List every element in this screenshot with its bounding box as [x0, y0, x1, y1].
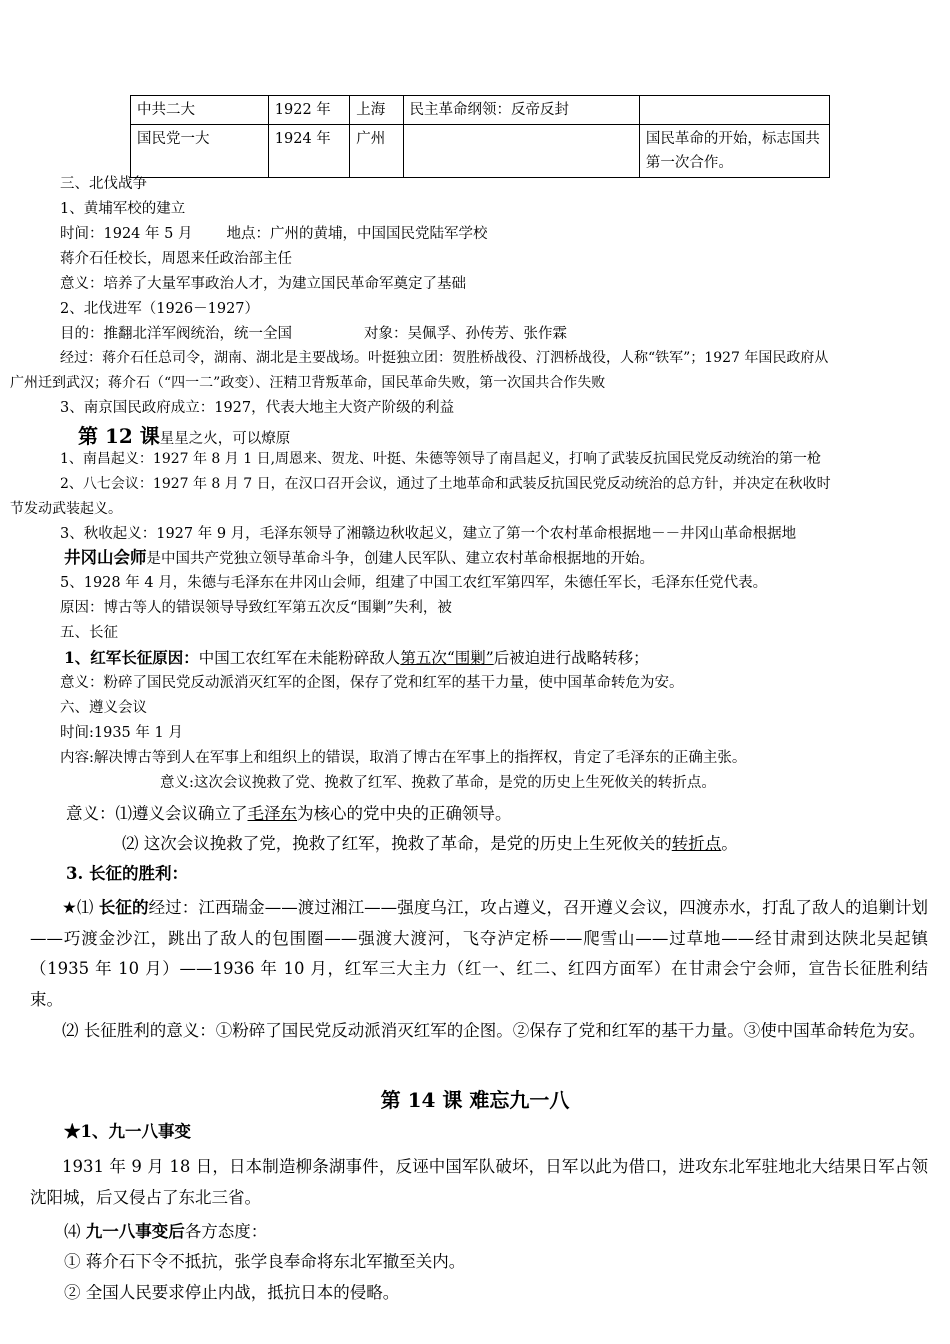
text: 中国工农红军在未能粉碎敌人 [198, 649, 401, 667]
paragraph: 3、南京国民政府成立：1927，代表大地主大资产阶级的利益 [60, 400, 455, 416]
paragraph: 原因：博古等人的错误领导导致红军第五次反“围剿”失利，被 [60, 600, 452, 616]
bold-term: 长征的 [98, 898, 149, 917]
table-cell [639, 96, 829, 125]
underlined-text: 毛泽东 [247, 804, 297, 823]
text: ⑵ 这次会议挽救了党，挽救了红军，挽救了革命，是党的历史上生死攸关的 [122, 834, 672, 853]
underlined-text: 转折点 [671, 834, 722, 853]
paragraph: 意义:这次会议挽救了党、挽救了红军、挽救了革命，是党的历史上生死攸关的转折点。 [160, 775, 716, 791]
paragraph: 意义：培养了大量军事政治人才，为建立国民革命军奠定了基础 [60, 276, 466, 292]
paragraph [64, 546, 654, 571]
paragraph: 1、南昌起义：1927 年 8 月 1 日,周恩来、贺龙、叶挺、朱德等领导了南昌起义，打响了武装反抗国民党反动统治的第一枪 [60, 451, 822, 467]
table-cell: 广州 [350, 125, 403, 178]
text: 经过：江西瑞金——渡过湘江——强度乌江，攻占遵义，召开遵义会议，四渡赤水，打乱了敌人的追剿计划——巧渡金沙江，跳出了敌人的包围圈——强渡大渡河，飞夺泸定桥——爬雪山——过草地——经甘肃到达陕北吴起镇（1935 年 10 月）——1936 年 10 月，红军三大主力（红一、红二、红四方面军）在甘肃会宁会师，宣告长征胜利结束。 [30, 898, 929, 1009]
section-heading: 六、遵义会议 [60, 700, 147, 716]
paragraph: 蒋介石任校长，周恩来任政治部主任 [60, 251, 292, 267]
table-cell [403, 125, 639, 178]
text: 目的：推翻北洋军阀统治，统一全国 [60, 326, 292, 342]
star-marker: ★⑴ [62, 898, 99, 917]
text: 时间：1924 年 5 月 [60, 226, 193, 242]
section-heading: ★1、九一八事变 [64, 1122, 191, 1141]
lesson-subtitle: 星星之火，可以燎原 [159, 431, 291, 447]
section-heading: 3. 长征的胜利： [66, 864, 188, 883]
text: 后被迫进行战略转移； [493, 649, 649, 667]
section-heading: 五、长征 [60, 625, 118, 641]
paragraph: 1931 年 9 月 18 日，日本制造柳条湖事件，反诬中国军队破坏，日军以此为借口，进攻东北军驻地北大结果日军占领沈阳城，后又侵占了东北三省。 [30, 1157, 928, 1207]
paragraph [122, 832, 738, 856]
paragraph: 时间:1935 年 1 月 [60, 725, 183, 741]
paragraph [64, 646, 649, 670]
bold-term: 九一八事变后 [85, 1222, 185, 1241]
section-heading: 三、北伐战争 [60, 176, 147, 192]
paragraph [60, 222, 487, 246]
paragraph [60, 322, 567, 346]
paragraph: ① 蒋介石下令不抵抗，张学良奉命将东北军撤至关内。 [64, 1252, 466, 1271]
paragraph [64, 1220, 267, 1244]
paragraph: 2、北伐进军（1926－1927） [60, 301, 260, 317]
meetings-table [130, 95, 830, 178]
table-cell: 1922 年 [268, 96, 349, 125]
bold-term: 井冈山会师 [64, 548, 147, 567]
paragraph: 广州迁到武汉；蒋介石（“四一二”政变）、汪精卫背叛革命，国民革命失败，第一次国共合作失败 [10, 375, 606, 391]
paragraph: 节发动武装起义。 [10, 501, 122, 517]
table-cell: 民主革命纲领：反帝反封 [403, 96, 639, 125]
text: 是中国共产党独立领导革命斗争，创建人民军队、建立农村革命根据地的开始。 [146, 551, 654, 567]
paragraph: ⑵ 长征胜利的意义：①粉碎了国民党反动派消灭红军的企图。②保存了党和红军的基干力量。③使中国革命转危为安。 [62, 1021, 926, 1040]
text: 对象：吴佩孚、孙传芳、张作霖 [364, 326, 567, 342]
text: 地点：广州的黄埔，中国国民党陆军学校 [226, 226, 488, 242]
paragraph: ② 全国人民要求停止内战，抵抗日本的侵略。 [64, 1283, 400, 1302]
underlined-text: 第五次“围剿” [400, 649, 494, 667]
paragraph: 5、1928 年 4 月，朱德与毛泽东在井冈山会师，组建了中国工农红军第四军，朱德任军长，毛泽东任党代表。 [60, 575, 768, 591]
table-cell: 中共二大 [131, 96, 269, 125]
lesson-title: 第 12 课 [78, 424, 160, 448]
paragraph [66, 802, 512, 826]
paragraph: 2、八七会议：1927 年 8 月 7 日，在汉口召开会议，通过了土地革命和武装反抗国民党反动统治的总方针，并决定在秋收时 [60, 476, 831, 492]
text: ⑷ [64, 1222, 86, 1241]
bold-term: 1、红军长征原因： [64, 648, 199, 667]
paragraph: 1、黄埔军校的建立 [60, 201, 186, 217]
paragraph [30, 893, 928, 1015]
paragraph: 3、秋收起义：1927 年 9 月，毛泽东领导了湘赣边秋收起义，建立了第一个农村革命根据地－－井冈山革命根据地 [60, 526, 797, 542]
paragraph: 内容:解决博古等到人在军事上和组织上的错误，取消了博古在军事上的指挥权，肯定了毛泽东的正确主张。 [60, 750, 747, 766]
table-cell: 国民党一大 [131, 125, 269, 178]
table-row [131, 96, 830, 125]
table-cell: 国民革命的开始，标志国共第一次合作。 [639, 125, 829, 178]
text: 各方态度： [184, 1222, 268, 1241]
table-cell: 1924 年 [268, 125, 349, 178]
text: 。 [721, 834, 738, 853]
lesson-14-title: 第 14 课 难忘九一八 [380, 1088, 570, 1112]
table-cell: 上海 [350, 96, 403, 125]
paragraph: 意义：粉碎了国民党反动派消灭红军的企图，保存了党和红军的基干力量，使中国革命转危为安。 [60, 675, 684, 691]
paragraph: 经过：蒋介石任总司令，湖南、湖北是主要战场。叶挺独立团：贺胜桥战役、汀泗桥战役，人称“铁军”；1927 年国民政府从 [60, 350, 829, 366]
table-row [131, 125, 830, 178]
text: 为核心的党中央的正确领导。 [297, 804, 512, 823]
text: 意义：⑴遵义会议确立了 [66, 804, 248, 823]
